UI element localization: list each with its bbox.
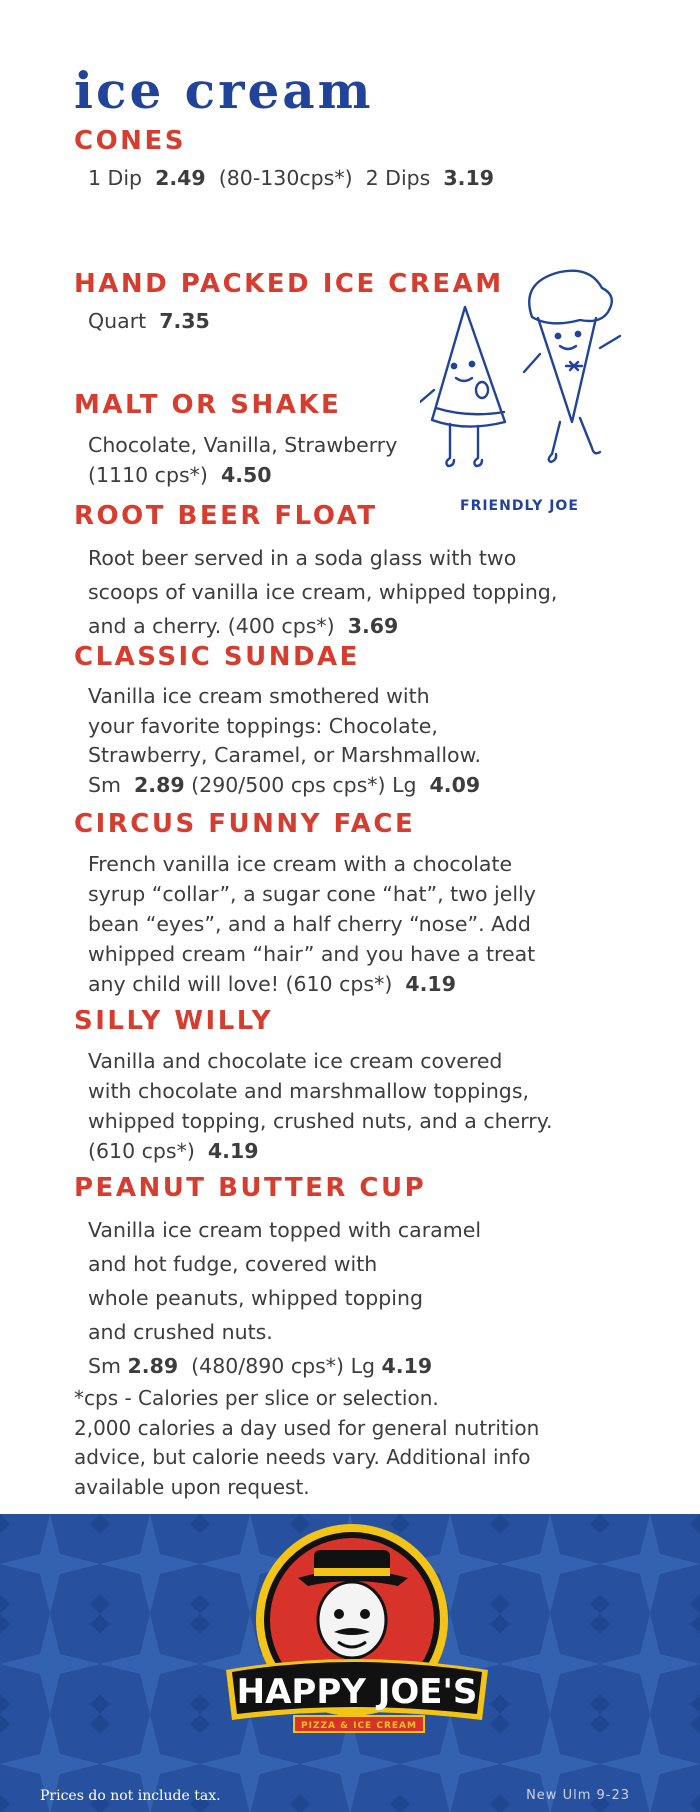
one-dip-price: 2.49 — [155, 166, 206, 190]
sundae-calories: (290/500 cps cps*) — [191, 772, 386, 797]
section-body — [88, 1046, 552, 1166]
description-line: bean “eyes”, and a half cherry “nose”. Add — [88, 912, 531, 936]
section-heading: MALT OR SHAKE — [74, 390, 342, 420]
peanut-calories: (480/890 cps*) — [191, 1354, 345, 1378]
logo-wordmark: HAPPY JOE'S — [236, 1672, 478, 1712]
lg-label: Lg — [350, 1354, 376, 1378]
description-line: with chocolate and marshmallow toppings, — [88, 1079, 530, 1103]
calorie-footnote — [74, 1384, 634, 1502]
sm-label: Sm — [88, 772, 121, 797]
section-heading: SILLY WILLY — [74, 1006, 274, 1036]
logo-tagline: PIZZA & ICE CREAM — [301, 1721, 417, 1731]
two-dips-label: 2 Dips — [365, 166, 431, 190]
section-silly-willy — [74, 1008, 552, 1166]
description-line: and a cherry. (400 cps*) — [88, 614, 335, 638]
malt-flavors: Chocolate, Vanilla, Strawberry — [88, 433, 398, 457]
section-heading: CONES — [74, 126, 186, 156]
cones-calories: (80-130cps*) — [218, 166, 353, 190]
section-heading: ROOT BEER FLOAT — [74, 501, 378, 531]
section-classic-sundae — [74, 644, 481, 800]
footnote-line: 2,000 calories a day used for general nutrition — [74, 1415, 540, 1440]
lg-price: 4.19 — [381, 1354, 433, 1378]
lg-price: 4.09 — [429, 772, 481, 797]
description-line: Strawberry, Caramel, or Marshmallow. — [88, 743, 481, 767]
silly-price: 4.19 — [207, 1139, 259, 1163]
footnote-line: available upon request. — [74, 1474, 310, 1499]
description-line: whole peanuts, whipped topping — [88, 1286, 423, 1310]
happy-joes-logo — [212, 1520, 502, 1750]
lg-label: Lg — [392, 772, 417, 797]
page-title: ice cream — [74, 61, 374, 120]
mascot-caption: FRIENDLY JOE — [460, 498, 579, 514]
quart-price: 7.35 — [159, 309, 210, 333]
sm-price: 2.89 — [127, 1354, 179, 1378]
description-line: Vanilla and chocolate ice cream covered — [88, 1049, 503, 1073]
description-line: (610 cps*) — [88, 1139, 195, 1163]
description-line: Vanilla ice cream smothered with — [88, 684, 430, 708]
malt-price: 4.50 — [220, 463, 272, 487]
description-line: and hot fudge, covered with — [88, 1252, 378, 1276]
description-line: French vanilla ice cream with a chocolate — [88, 852, 513, 876]
sm-label: Sm — [88, 1354, 121, 1378]
section-body — [88, 166, 494, 190]
malt-calories: (1110 cps*) — [88, 463, 208, 487]
section-malt-or-shake — [74, 392, 397, 490]
circus-price: 4.19 — [405, 972, 456, 996]
location-note: New Ulm 9-23 — [526, 1788, 630, 1803]
two-dips-price: 3.19 — [443, 166, 494, 190]
section-body — [88, 849, 536, 999]
friendly-joe-mascot-illustration — [420, 262, 650, 522]
section-heading: HAND PACKED ICE CREAM — [74, 269, 504, 299]
description-line: Root beer served in a soda glass with two — [88, 546, 517, 570]
description-line: your favorite toppings: Chocolate, — [88, 713, 438, 738]
description-line: and crushed nuts. — [88, 1320, 273, 1344]
tax-note: Prices do not include tax. — [40, 1788, 221, 1804]
footer-banner — [0, 1514, 700, 1812]
description-line: whipped topping, crushed nuts, and a cherry. — [88, 1109, 553, 1133]
sm-price: 2.89 — [134, 772, 185, 797]
section-root-beer-float — [74, 503, 557, 643]
root-beer-price: 3.69 — [347, 614, 399, 638]
description-line: any child will love! (610 cps*) — [88, 972, 393, 996]
footnote-line: advice, but calorie needs vary. Additional info — [74, 1445, 531, 1469]
section-body — [88, 1213, 481, 1383]
description-line: Vanilla ice cream topped with caramel — [88, 1218, 482, 1242]
section-heading: CIRCUS FUNNY FACE — [74, 809, 416, 839]
section-heading: PEANUT BUTTER CUP — [74, 1173, 427, 1203]
one-dip-label: 1 Dip — [88, 166, 143, 190]
section-peanut-butter-cup — [74, 1175, 481, 1383]
section-heading: CLASSIC SUNDAE — [74, 642, 360, 672]
section-cones — [74, 128, 494, 190]
footnote-line: *cps - Calories per slice or selection. — [74, 1386, 439, 1410]
description-line: scoops of vanilla ice cream, whipped topping, — [88, 580, 558, 604]
section-body — [88, 682, 481, 800]
description-line: syrup “collar”, a sugar cone “hat”, two jelly — [88, 882, 536, 906]
section-circus-funny-face — [74, 811, 536, 999]
section-body — [88, 541, 557, 643]
description-line: whipped cream “hair” and you have a treat — [88, 942, 536, 966]
section-body — [88, 430, 397, 490]
quart-label: Quart — [88, 309, 147, 333]
